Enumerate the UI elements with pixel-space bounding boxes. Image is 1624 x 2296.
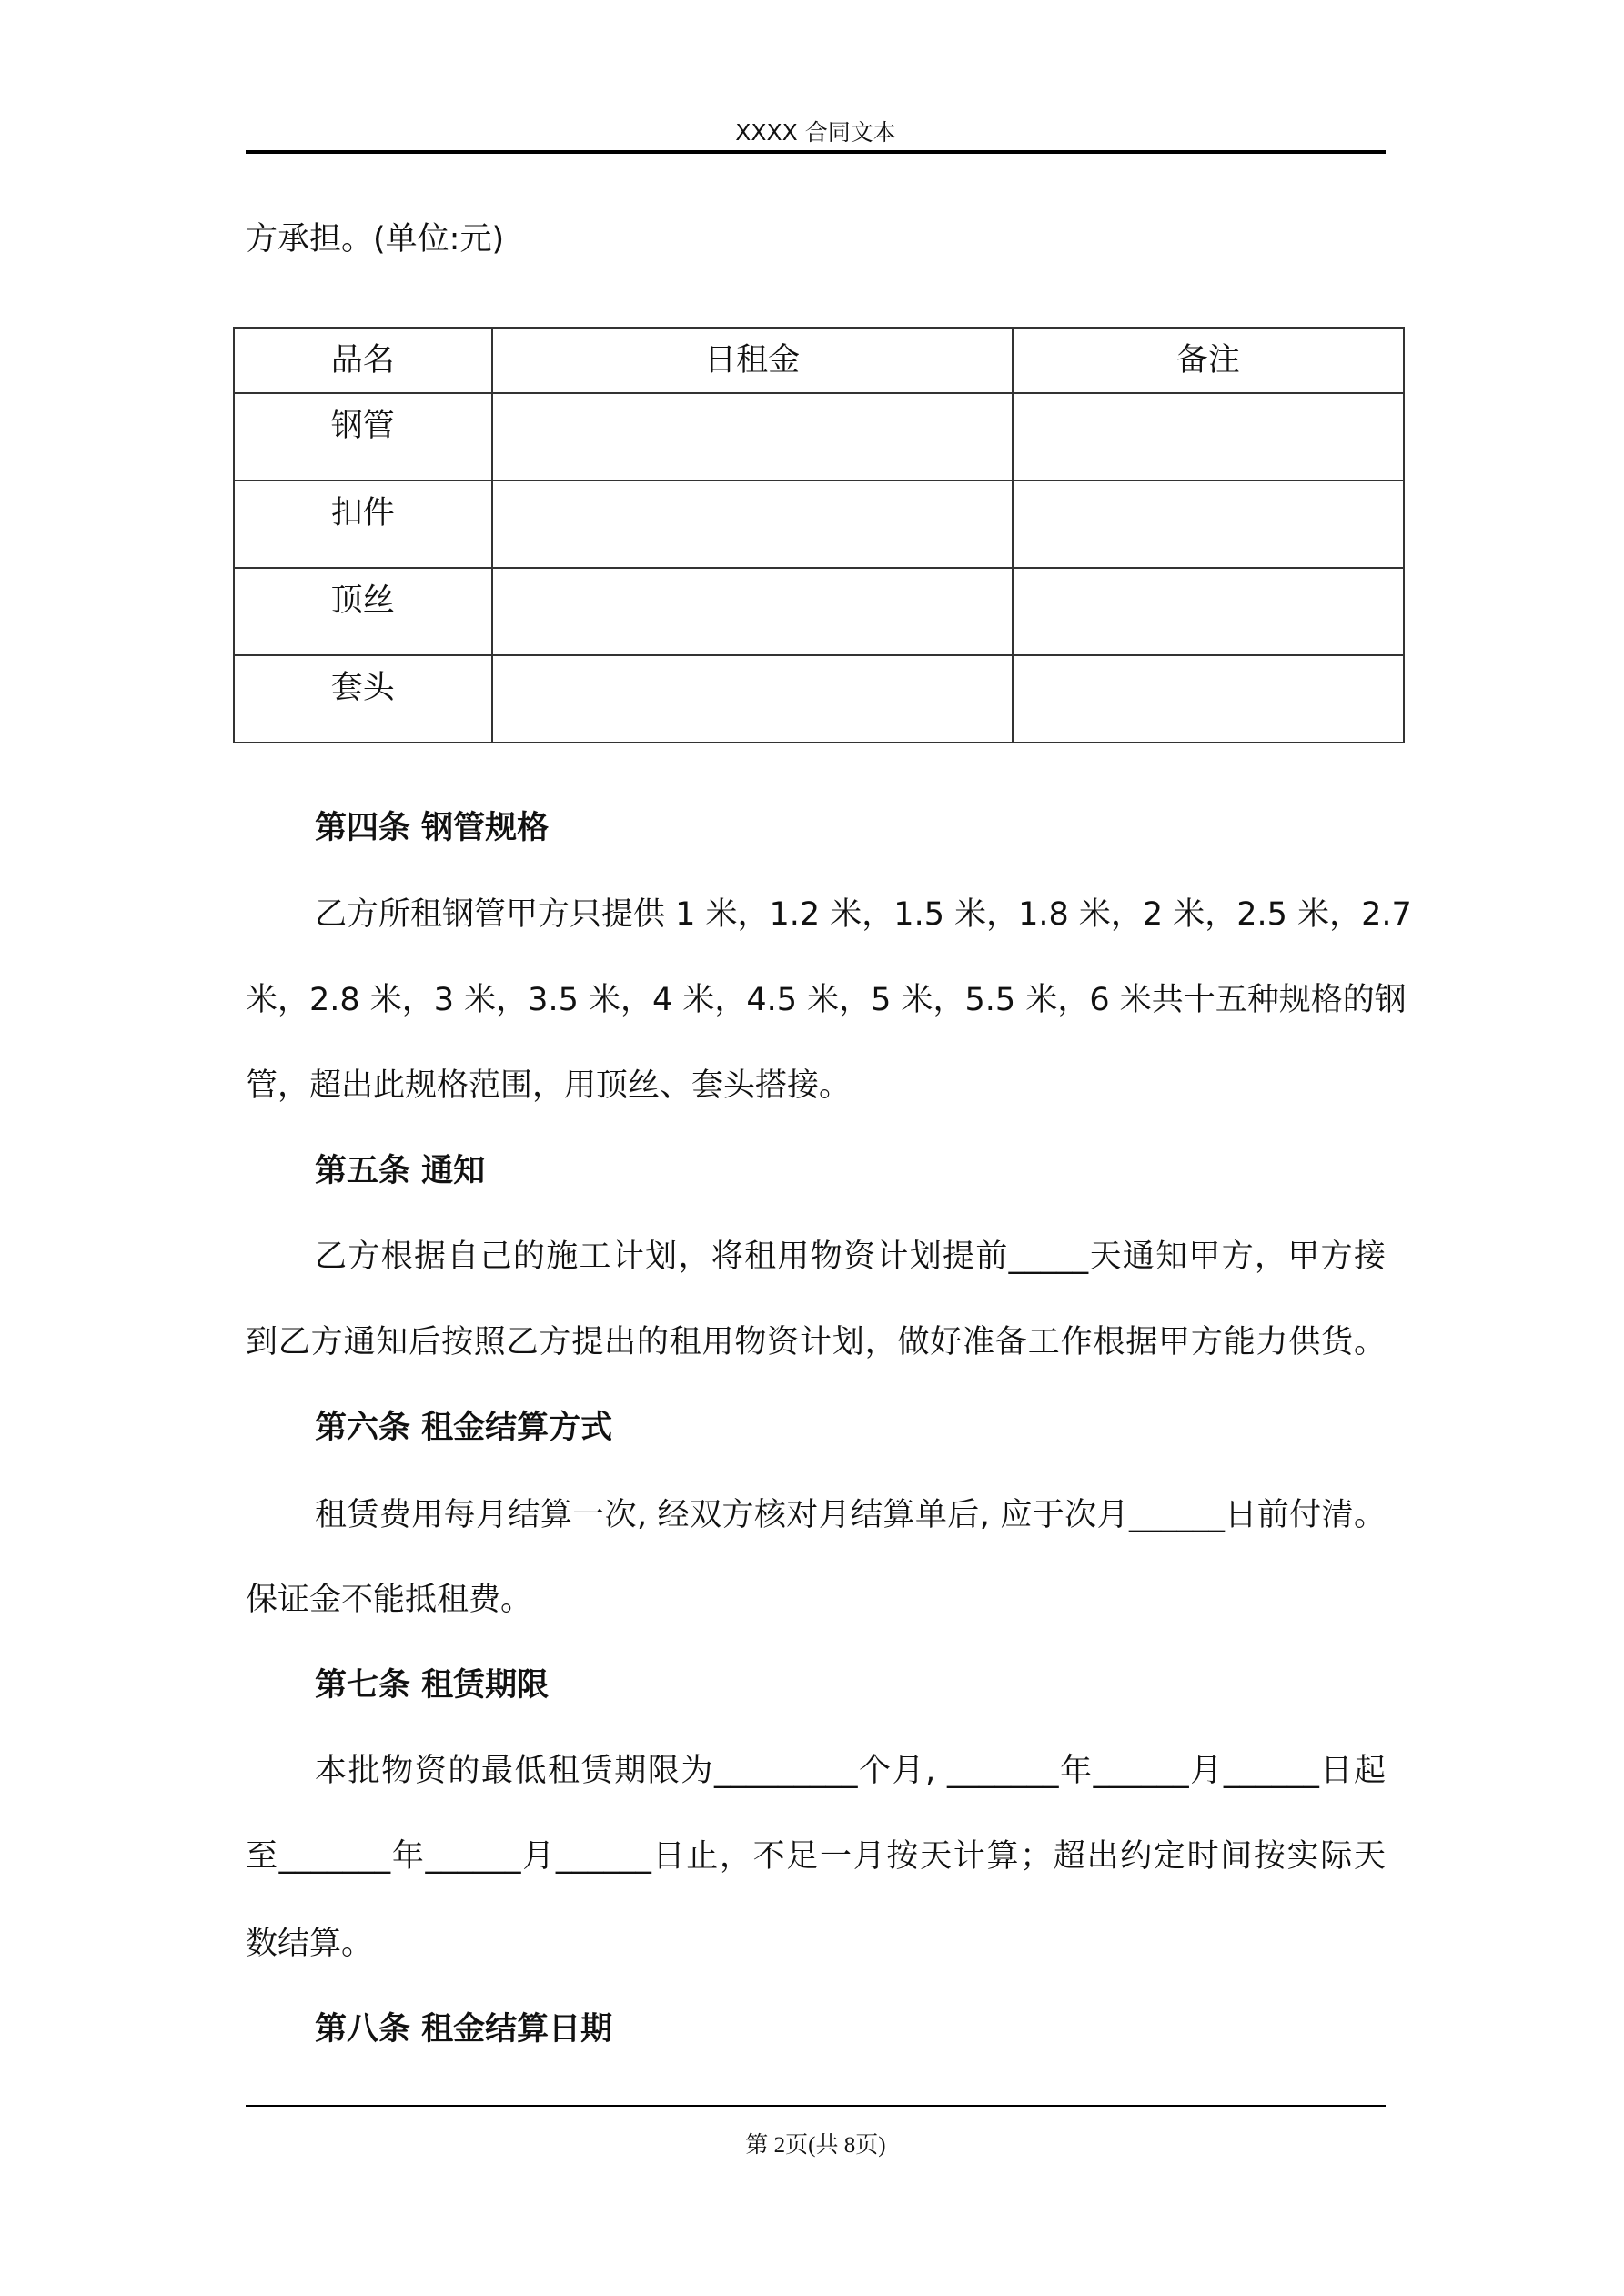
table-row <box>234 480 1404 568</box>
page-header: XXXX 合同文本 <box>735 119 896 146</box>
column-header: 备注 <box>1013 328 1404 393</box>
table-cell <box>492 568 1013 655</box>
table-header-row <box>234 328 1404 393</box>
header-divider <box>246 150 1386 154</box>
table-cell: 顶丝 <box>234 568 492 655</box>
section-7-line: 本批物资的最低租赁期限为_________个月, _______年______月______日起 <box>315 1753 1386 1789</box>
table-row <box>234 655 1404 743</box>
section-7-title: 第七条 租赁期限 <box>315 1667 550 1704</box>
section-6-line: 租赁费用每月结算一次, 经双方核对月结算单后, 应于次月______日前付清。 <box>315 1497 1386 1533</box>
table-cell <box>492 393 1013 480</box>
section-7-line: 至_______年______月______日止，不足一月按天计算；超出约定时间按实际天 <box>246 1838 1386 1875</box>
table-cell <box>1013 393 1404 480</box>
table-cell <box>492 655 1013 743</box>
table-cell <box>1013 568 1404 655</box>
footer-divider <box>246 2105 1386 2107</box>
table-row <box>234 568 1404 655</box>
section-4-line: 米，2.8 米，3 米，3.5 米，4 米，4.5 米，5 米，5.5 米，6 米共十五种规格的钢 <box>246 982 1407 1018</box>
table-cell <box>1013 655 1404 743</box>
intro-text: 方承担。(单位:元) <box>246 221 505 258</box>
table-row <box>234 393 1404 480</box>
table-cell: 钢管 <box>234 393 492 480</box>
section-8-title: 第八条 租金结算日期 <box>315 2011 613 2048</box>
section-4-line: 管，超出此规格范围，用顶丝、套头搭接。 <box>246 1067 852 1104</box>
page-number: 第 2页(共 8页) <box>745 2133 886 2158</box>
table-cell <box>1013 480 1404 568</box>
column-header: 日租金 <box>492 328 1013 393</box>
section-5-line: 到乙方通知后按照乙方提出的租用物资计划，做好准备工作根据甲方能力供货。 <box>246 1324 1386 1360</box>
section-6-line: 保证金不能抵租费。 <box>246 1582 533 1618</box>
section-5-line: 乙方根据自己的施工计划，将租用物资计划提前_____天通知甲方，甲方接 <box>315 1239 1386 1275</box>
table-cell: 套头 <box>234 655 492 743</box>
column-header: 品名 <box>234 328 492 393</box>
section-7-line: 数结算。 <box>246 1926 374 1962</box>
section-4-title: 第四条 钢管规格 <box>315 810 550 846</box>
rental-table <box>233 327 1405 743</box>
section-5-title: 第五条 通知 <box>315 1153 486 1189</box>
section-6-title: 第六条 租金结算方式 <box>315 1410 613 1446</box>
table-cell: 扣件 <box>234 480 492 568</box>
table-cell <box>492 480 1013 568</box>
section-4-line: 乙方所租钢管甲方只提供 1 米，1.2 米，1.5 米，1.8 米，2 米，2.5 米，2.7 <box>315 896 1412 933</box>
